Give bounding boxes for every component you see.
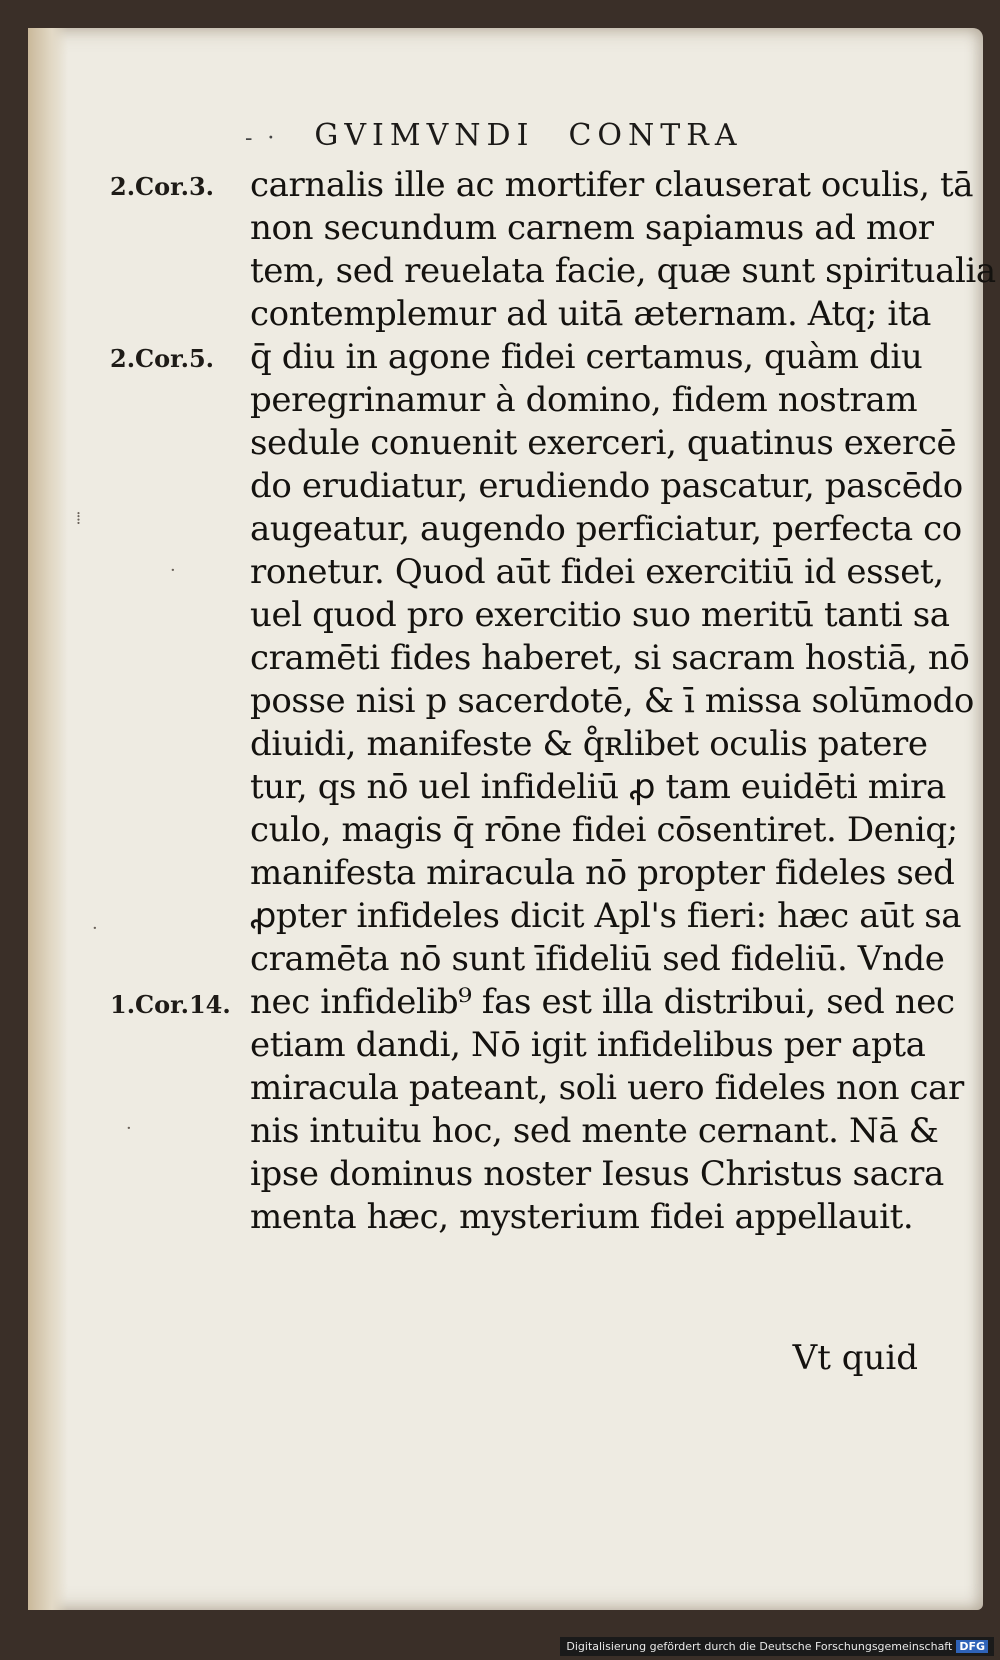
running-head [245,118,743,153]
footer-credit-text: Digitalisierung gefördert durch die Deutsche Forschungsgemeinschaft [566,1640,953,1653]
margin-note: 2.Cor.3. [110,172,215,201]
text-line: augeatur, augendo perficiatur, perfecta co [250,509,962,549]
catchword: Vt quid [792,1338,918,1378]
text-line: cramēta nō sunt īfideliū sed fideliū. Vnde [250,939,945,979]
text-line: nis intuitu hoc, sed mente cernant. Nā & [250,1111,939,1151]
text-line: cramēti fides haberet, si sacram hostiā, nō [250,638,970,678]
text-line: tem, sed reuelata facie, quæ sunt spiritualia [250,251,996,291]
text-line: tur, qs nō uel infideliū ꝓ tam euidēti mira [250,767,946,807]
text-line: etiam dandi, Nō igit infidelibus per apta [250,1025,926,1065]
running-head-word-1: GVIMVNDI [314,118,535,153]
text-line: manifesta miracula nō propter fideles sed [250,853,955,893]
text-line: do erudiatur, erudiendo pascatur, pascēdo [250,466,963,506]
text-line: ronetur. Quod aūt fidei exercitiū id esset, [250,552,944,592]
text-line: ꝓpter infideles dicit Apl's fieri: hæc aūt sa [250,896,962,936]
running-head-prefix: - · [245,126,279,151]
text-line: non secundum carnem sapiamus ad mor [250,208,934,248]
text-line: q̄ diu in agone fidei certamus, quàm diu [250,337,923,377]
margin-blemish: · [126,1118,132,1139]
text-line: diuidi, manifeste & q̊ʀlibet oculis patere [250,724,928,764]
dfg-logo: DFG [956,1640,988,1653]
text-line: sedule conuenit exerceri, quatinus exercē [250,423,957,463]
text-line: ipse dominus noster Iesus Christus sacra [250,1154,944,1194]
page-gutter-shadow [28,28,68,1610]
text-line: peregrinamur à domino, fidem nostram [250,380,918,420]
text-line: contemplemur ad uitā æternam. Atq; ita [250,294,932,334]
text-line: uel quod pro exercitio suo meritū tanti sa [250,595,950,635]
margin-blemish: · [170,560,176,581]
text-line: nec infidelib⁹ fas est illa distribui, sed nec [250,982,955,1022]
text-line: posse nisi p sacerdotē, & ī missa solūmodo [250,681,974,721]
text-line: carnalis ille ac mortifer clauserat oculis, tā [250,165,974,205]
text-line: menta hæc, mysterium fidei appellauit. [250,1197,914,1237]
footer-credit [560,1637,994,1656]
margin-blemish: · [92,918,98,939]
margin-note: 1.Cor.14. [110,990,231,1019]
text-line: miracula pateant, soli uero fideles non car [250,1068,964,1108]
margin-note: 2.Cor.5. [110,344,215,373]
text-line: culo, magis q̄ rōne fidei cōsentiret. Deniq; [250,810,958,850]
running-head-word-2: CONTRA [568,118,743,153]
margin-blemish: ⁞ [76,508,82,529]
main-text-block [250,164,996,1239]
